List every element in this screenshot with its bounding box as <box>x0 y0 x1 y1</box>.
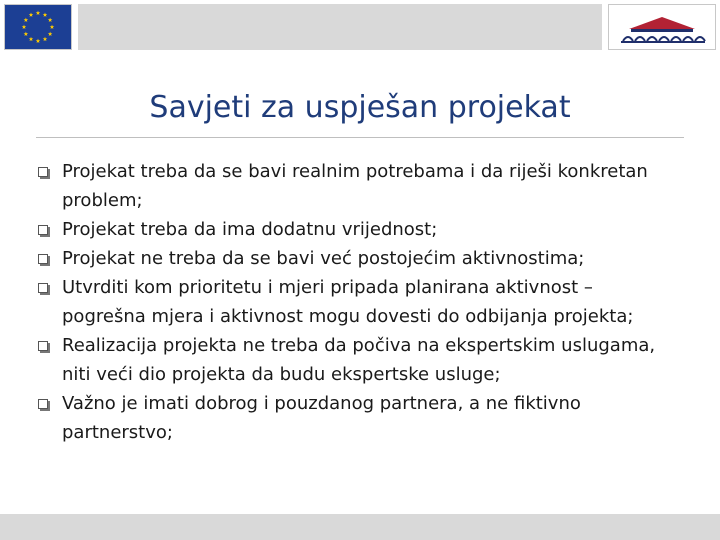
bullet-list <box>36 157 676 447</box>
footer-band <box>0 514 720 540</box>
checkbox-bullet-icon <box>38 399 48 409</box>
bullet-item <box>36 215 676 244</box>
checkbox-bullet-icon <box>38 283 48 293</box>
title-divider <box>36 137 684 138</box>
bullet-item <box>36 244 676 273</box>
bullet-text: Projekat treba da se bavi realnim potrebama i da riješi konkretan problem; <box>62 161 648 211</box>
slide-title: Savjeti za uspješan projekat <box>149 90 571 126</box>
bullet-item <box>36 389 676 447</box>
eu-flag-icon <box>4 4 72 50</box>
arches-logo-icon <box>608 4 716 50</box>
checkbox-bullet-icon <box>38 167 48 177</box>
bullet-text: Projekat ne treba da se bavi već postojećim aktivnostima; <box>62 248 585 269</box>
bullet-text: Projekat treba da ima dodatnu vrijednost; <box>62 219 438 240</box>
bullet-text: Realizacija projekta ne treba da počiva na ekspertskim uslugama, niti veći dio projekta da budu ekspertske usluge; <box>62 335 656 385</box>
header-band <box>78 4 602 50</box>
bullet-text: Važno je imati dobrog i pouzdanog partnera, a ne fiktivno partnerstvo; <box>62 393 581 443</box>
bullet-text: Utvrditi kom prioritetu i mjeri pripada planirana aktivnost – pogrešna mjera i aktivnost mogu dovesti do odbijanja projekta; <box>62 277 634 327</box>
bullet-item <box>36 331 676 389</box>
bullet-item <box>36 157 676 215</box>
checkbox-bullet-icon <box>38 341 48 351</box>
checkbox-bullet-icon <box>38 225 48 235</box>
checkbox-bullet-icon <box>38 254 48 264</box>
bullet-item <box>36 273 676 331</box>
